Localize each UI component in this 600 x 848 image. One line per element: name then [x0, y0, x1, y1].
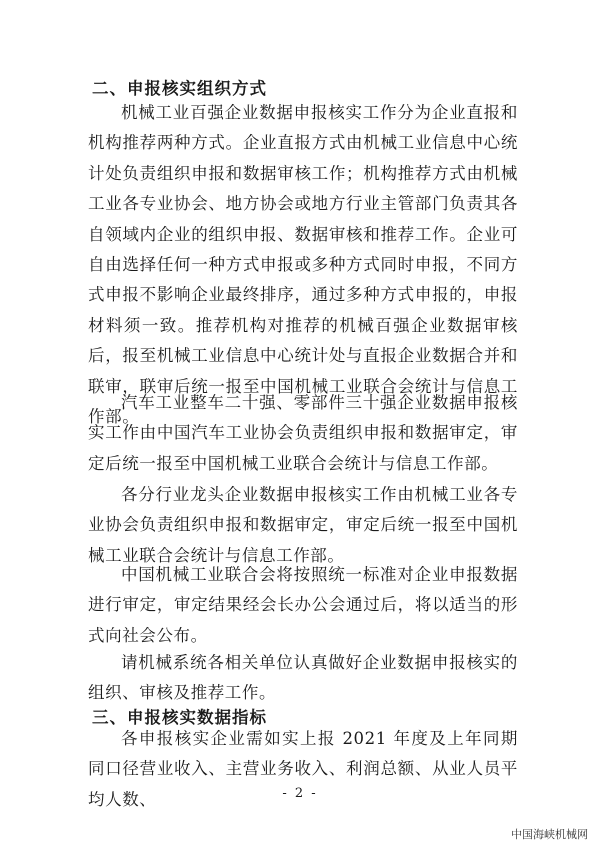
paragraph-automotive: 汽车工业整车二十强、零部件三十强企业数据申报核实工作由中国汽车工业协会负责组织申报和数据审定，审定后统一报至中国机械工业联合会统计与信息工作部。	[88, 393, 518, 473]
paragraph-reporting-methods: 机械工业百强企业数据申报核实工作分为企业直报和机构推荐两种方式。企业直报方式由机械工业信息中心统计处负责组织申报和数据审核工作；机构推荐方式由机械工业各专业协会、地方协会或地方行业主管部门负责其各自领域内企业的组织申报、数据审核和推荐工作。企业可自由选择任何一种方式申报或多种方式同时申报，不同方式申报不影响企业最终排序，通过多种方式申报的，申报材料须一致。推荐机构对推荐的机械百强企业数据审核后，报至机械工业信息中心统计处与直报企业数据合并和联审，联审后统一报至中国机械工业联合会统计与信息工作部。	[88, 103, 518, 427]
paragraph-review-publication: 中国机械工业联合会将按照统一标准对企业申报数据进行审定，审定结果经会长办公会通过后，将以适当的形式向社会公布。	[88, 565, 518, 645]
source-watermark: 中国海峡机械网	[511, 828, 588, 841]
paragraph-request: 请机械系统各相关单位认真做好企业数据申报核实的组织、审核及推荐工作。	[88, 653, 518, 703]
page-number: - 2 -	[282, 786, 318, 801]
section-heading-indicators: 三、申报核实数据指标	[92, 708, 267, 727]
paragraph-subsector-leaders: 各分行业龙头企业数据申报核实工作由机械工业各专业协会负责组织申报和数据审定，审定后统一报至中国机械工业联合会统计与信息工作部。	[88, 485, 518, 565]
paragraph-indicators: 各申报核实企业需如实上报 2021 年度及上年同期同口径营业收入、主营业务收入、利润总额、从业人员平均人数、	[88, 729, 518, 809]
section-heading-organization: 二、申报核实组织方式	[92, 79, 267, 98]
